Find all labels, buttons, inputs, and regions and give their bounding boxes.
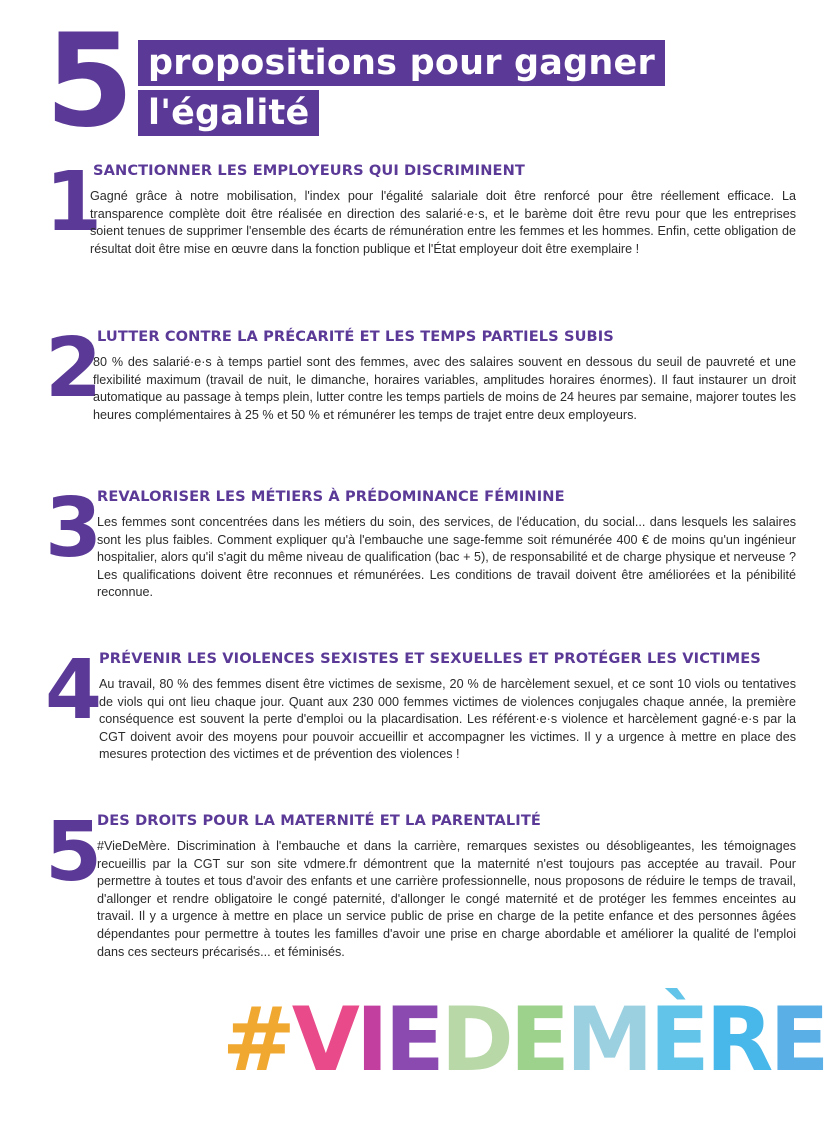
page-title-line-2: l'égalité	[138, 90, 319, 136]
header-number: 5	[45, 7, 135, 156]
proposition-title: LUTTER CONTRE LA PRÉCARITÉ ET LES TEMPS PARTIELS SUBIS	[97, 328, 614, 345]
page-title-line-1: propositions pour gagner	[138, 40, 665, 86]
proposition-title: REVALORISER LES MÉTIERS À PRÉDOMINANCE FÉMININE	[97, 488, 565, 505]
proposition-text: Les femmes sont concentrées dans les métiers du soin, des services, de l'éducation, du social... dans lesquels les salaires sont les plus faibles. Comment expliquer qu'à l'embauche une sage-femme soit rémunérée 400 € de moins qu'un ingénieur hospitalier, alors qu'il s'agit du même niveau de qualification (bac + 5), de responsabilité et de charge physique et nerveuse ? Les qualifications doivent être reconnues et rémunérées. Les conditions de travail doivent être améliorées et la pénibilité reconnue.	[97, 515, 796, 600]
proposition-number: 4	[45, 643, 103, 738]
proposition-text: 80 % des salarié·e·s à temps partiel sont des femmes, avec des salaires souvent en dessous du seuil de pauvreté et une flexibilité maximum (travail de nuit, le dimanche, horaires variables, amplitudes horaires énormes). Il faut instaurer un droit automatique au passage à temps plein, lutter contre les temps partiels de moins de 24 heures par semaine, majorer toutes les heures complémentaires à 25 % et 50 % et rémunérer les temps de trajet entre deux employeurs.	[93, 355, 796, 422]
proposition-title: SANCTIONNER LES EMPLOYEURS QUI DISCRIMINENT	[93, 162, 525, 179]
proposition-number: 3	[45, 481, 103, 576]
hashtag-letter: È	[649, 988, 706, 1091]
hashtag-letter: E	[509, 988, 566, 1091]
hashtag-letter: #	[222, 988, 292, 1091]
hashtag-letter: D	[440, 988, 510, 1091]
proposition-number: 5	[45, 805, 103, 900]
proposition-text: Gagné grâce à notre mobilisation, l'index pour l'égalité salariale doit être renforcé pour être réellement efficace. La transparence complète doit être réalisée en direction des salarié·e·s, et le barème doit être revu pour que les entreprises soient tenues de supprimer l'ensemble des écarts de rémunération entre les femmes et les hommes. Enfin, cette obligation de résultat doit être mise en œuvre dans la fonction publique et l'État employeur doit être exemplaire !	[90, 189, 796, 256]
proposition-number: 2	[45, 321, 103, 416]
header	[45, 7, 765, 156]
proposition-title: PRÉVENIR LES VIOLENCES SEXISTES ET SEXUELLES ET PROTÉGER LES VICTIMES	[99, 650, 761, 667]
proposition-number: 1	[45, 155, 103, 250]
hashtag-letter: V	[291, 988, 356, 1091]
hashtag-letter: E	[769, 988, 825, 1091]
proposition-text: #VieDeMère. Discrimination à l'embauche et dans la carrière, remarques sexistes ou désobligeantes, les témoignages recueillis par la CGT sur son site vdmere.fr démontrent que la maternité n'est toujours pas acceptée au travail. Pour permettre à toutes et tous d'avoir des enfants et une carrière professionnelle, nous proposons de réduire le temps de travail, d'allonger et rendre obligatoire le congé paternité, d'allonger le congé maternité et de protéger les femmes enceintes au travail. Il y a urgence à mettre en place un service public de prise en charge de la petite enfance et des personnes âgées dépendantes pour permettre à toutes les familles d'avoir une prise en charge abordable et améliorer la qualité de l'emploi dans ces secteurs précarisés... et féminisés.	[97, 839, 796, 959]
hashtag-letter: R	[705, 988, 770, 1091]
hashtag-letter: I	[355, 988, 385, 1091]
hashtag-letter: E	[384, 988, 441, 1091]
proposition-text: Au travail, 80 % des femmes disent être victimes de sexisme, 20 % de harcèlement sexuel, et ce sont 10 viols ou tentatives de viols qui ont lieu chaque jour. Quant aux 230 000 femmes victimes de violences conjugales chaque année, la première conséquence est souvent la perte d'emploi ou la placardisation. Les référent·e·s violence et harcèlement gagné·e·s par la CGT doivent avoir des moyens pour pouvoir accueillir et accompagner les victimes. Il y a urgence à mettre en place des mesures protection des victimes et de prévention des violences !	[99, 677, 796, 762]
hashtag-letter: M	[565, 988, 650, 1091]
vie-de-mere-hashtag-logo	[222, 985, 825, 1095]
proposition-title: DES DROITS POUR LA MATERNITÉ ET LA PARENTALITÉ	[97, 812, 541, 829]
